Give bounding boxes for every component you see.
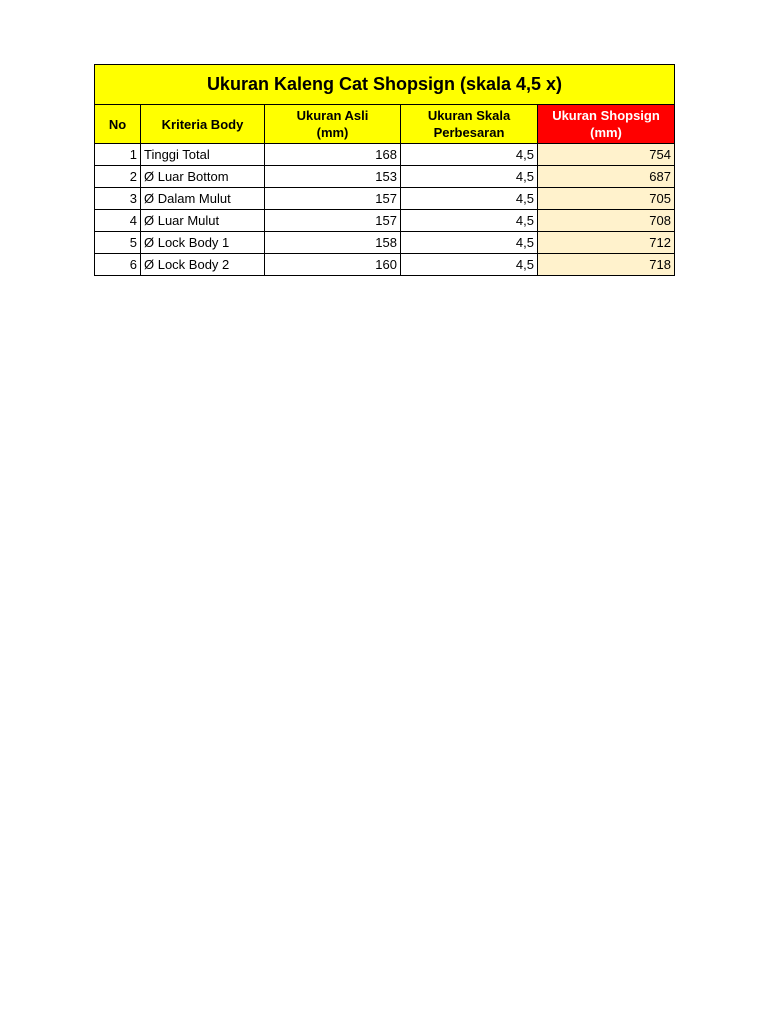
cell-no[interactable]: 6 — [95, 254, 141, 276]
table-row — [95, 144, 675, 166]
table-row — [95, 254, 675, 276]
cell-ukuran-asli[interactable]: 153 — [265, 166, 401, 188]
cell-kriteria[interactable]: Tinggi Total — [141, 144, 265, 166]
cell-ukuran-skala[interactable]: 4,5 — [401, 166, 538, 188]
cell-ukuran-asli[interactable]: 157 — [265, 188, 401, 210]
cell-kriteria[interactable]: Ø Lock Body 1 — [141, 232, 265, 254]
table-row — [95, 166, 675, 188]
cell-no[interactable]: 2 — [95, 166, 141, 188]
cell-kriteria[interactable]: Ø Lock Body 2 — [141, 254, 265, 276]
header-ukuran-skala[interactable] — [401, 105, 538, 144]
cell-no[interactable]: 3 — [95, 188, 141, 210]
cell-ukuran-skala[interactable]: 4,5 — [401, 210, 538, 232]
header-ukuran-shopsign[interactable] — [538, 105, 675, 144]
cell-no[interactable]: 1 — [95, 144, 141, 166]
header-ukuran-asli-line1: Ukuran Asli — [296, 108, 369, 123]
cell-no[interactable]: 4 — [95, 210, 141, 232]
cell-ukuran-skala[interactable]: 4,5 — [401, 144, 538, 166]
cell-ukuran-asli[interactable]: 168 — [265, 144, 401, 166]
cell-kriteria[interactable]: Ø Luar Mulut — [141, 210, 265, 232]
table-row — [95, 232, 675, 254]
header-kriteria-body[interactable]: Kriteria Body — [141, 105, 265, 144]
table-row — [95, 210, 675, 232]
cell-kriteria[interactable]: Ø Dalam Mulut — [141, 188, 265, 210]
cell-ukuran-shopsign[interactable]: 718 — [538, 254, 675, 276]
header-ukuran-skala-line1: Ukuran Skala — [427, 108, 511, 123]
table-row — [95, 188, 675, 210]
header-ukuran-asli-line2: (mm) — [316, 125, 349, 140]
cell-ukuran-skala[interactable]: 4,5 — [401, 232, 538, 254]
header-ukuran-asli[interactable] — [265, 105, 401, 144]
spreadsheet — [94, 64, 674, 276]
cell-ukuran-shopsign[interactable]: 712 — [538, 232, 675, 254]
table-title[interactable]: Ukuran Kaleng Cat Shopsign (skala 4,5 x) — [95, 65, 675, 105]
cell-ukuran-skala[interactable]: 4,5 — [401, 254, 538, 276]
header-row — [95, 105, 675, 144]
cell-ukuran-shopsign[interactable]: 705 — [538, 188, 675, 210]
header-ukuran-shopsign-line2: (mm) — [590, 125, 622, 140]
header-ukuran-skala-line2: Perbesaran — [433, 125, 505, 140]
title-row — [95, 65, 675, 105]
size-table — [94, 64, 675, 276]
cell-ukuran-shopsign[interactable]: 754 — [538, 144, 675, 166]
cell-ukuran-asli[interactable]: 158 — [265, 232, 401, 254]
cell-no[interactable]: 5 — [95, 232, 141, 254]
cell-ukuran-shopsign[interactable]: 708 — [538, 210, 675, 232]
header-no[interactable]: No — [95, 105, 141, 144]
header-ukuran-shopsign-line1: Ukuran Shopsign — [552, 108, 660, 123]
cell-ukuran-skala[interactable]: 4,5 — [401, 188, 538, 210]
cell-kriteria[interactable]: Ø Luar Bottom — [141, 166, 265, 188]
cell-ukuran-asli[interactable]: 157 — [265, 210, 401, 232]
cell-ukuran-shopsign[interactable]: 687 — [538, 166, 675, 188]
cell-ukuran-asli[interactable]: 160 — [265, 254, 401, 276]
